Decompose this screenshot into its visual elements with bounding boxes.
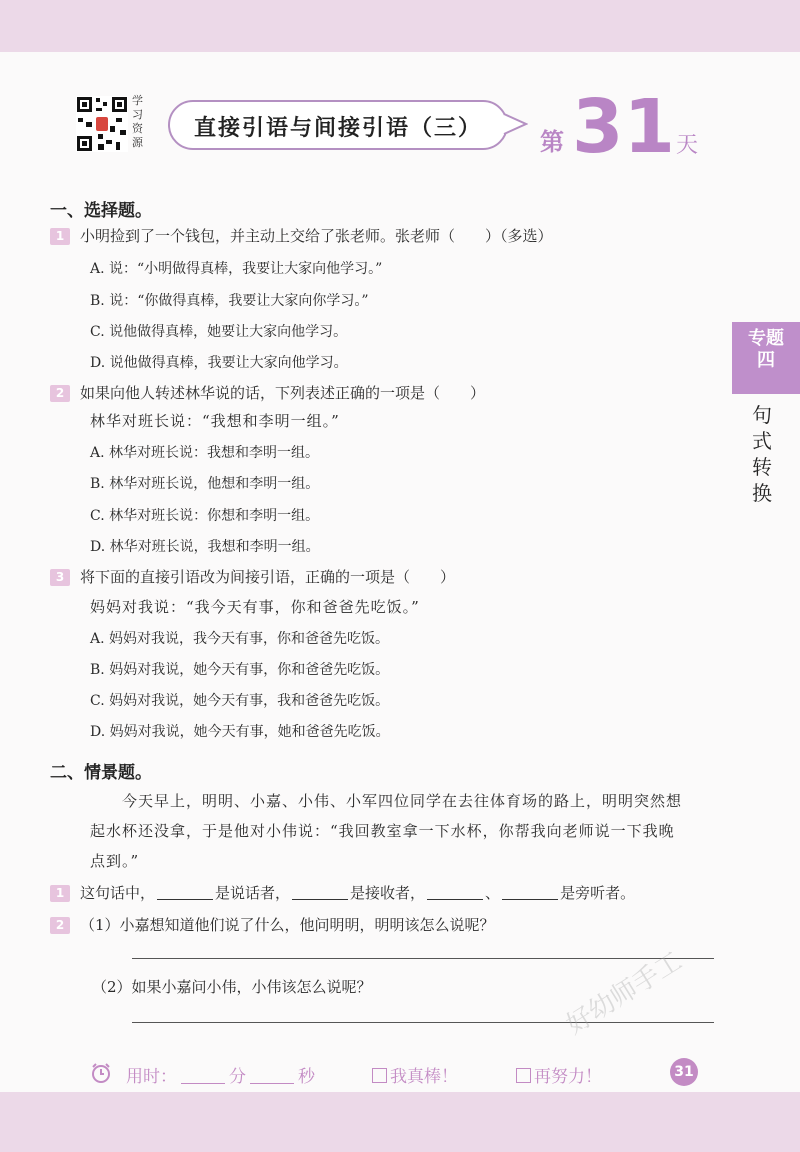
option-b: B. 说：“你做得真棒，我要让大家向你学习。” (90, 293, 369, 309)
self-check-try-again[interactable] (516, 1062, 602, 1087)
option-c: C. 林华对班长说：你想和李明一组。 (90, 508, 320, 524)
option-d: D. 林华对班长说，我想和李明一组。 (90, 539, 320, 555)
option-c: C. 说他做得真棒，她要让大家向他学习。 (90, 324, 348, 340)
check-label: 再努力！ (534, 1067, 602, 1087)
section1-heading: 一、选择题。 (50, 201, 152, 221)
answer-line-1[interactable] (132, 958, 714, 959)
option-d: D. 妈妈对我说，她今天有事，她和爸爸先吃饭。 (90, 724, 390, 740)
q1-text: 是接收者， (350, 884, 426, 902)
minutes-blank[interactable] (181, 1069, 225, 1084)
scenario-question-1 (50, 882, 635, 903)
time-record (126, 1062, 315, 1087)
question-text: 将下面的直接引语改为间接引语，正确的一项是（ ） (80, 568, 456, 586)
day-number: 31 (572, 84, 675, 170)
question-number: 2 (50, 385, 70, 402)
answer-blank[interactable] (292, 885, 348, 900)
minute-unit: 分 (229, 1067, 246, 1087)
question-quote: 妈妈对我说：“我今天有事，你和爸爸先吃饭。” (90, 598, 420, 616)
answer-blank[interactable] (157, 885, 213, 900)
question-3 (50, 566, 455, 587)
option-a: A. 妈妈对我说，我今天有事，你和爸爸先吃饭。 (90, 631, 390, 647)
question-2 (50, 382, 485, 403)
answer-line-2[interactable] (132, 1022, 714, 1023)
option-d: D. 说他做得真棒，我要让大家向他学习。 (90, 355, 348, 371)
passage-line: 点到。” (90, 852, 140, 870)
sub-question-1: （1）小嘉想知道他们说了什么，他问明明，明明该怎么说呢？ (80, 916, 495, 934)
sub-question-2: （2）如果小嘉问小伟，小伟该怎么说呢？ (92, 978, 372, 996)
lesson-title: 直接引语与间接引语（三） (193, 115, 482, 141)
qr-code-icon (76, 96, 128, 152)
passage-line: 今天早上，明明、小嘉、小伟、小军四位同学在去往体育场的路上，明明突然想 (122, 792, 683, 810)
section2-heading: 二、情景题。 (50, 763, 152, 783)
lesson-title-box (168, 100, 508, 150)
q1-text: 这句话中， (80, 884, 156, 902)
check-label: 我真棒！ (390, 1067, 458, 1087)
option-b: B. 林华对班长说，他想和李明一组。 (90, 476, 320, 492)
seconds-blank[interactable] (250, 1069, 294, 1084)
scenario-question-2 (50, 914, 495, 935)
q1-text: 是旁听者。 (560, 884, 636, 902)
q1-text: 、 (485, 884, 501, 902)
top-decor-band (0, 0, 800, 52)
question-text: 如果向他人转述林华说的话，下列表述正确的一项是（ ） (80, 384, 486, 402)
side-tab-topic (732, 322, 800, 394)
watermark: 好幼师手工 (561, 946, 688, 1041)
option-c: C. 妈妈对我说，她今天有事，我和爸爸先吃饭。 (90, 693, 390, 709)
page-number: 31 (670, 1058, 698, 1086)
side-tab-sub: 句式转换 (752, 403, 772, 505)
self-check-great[interactable] (372, 1062, 458, 1087)
answer-blank[interactable] (427, 885, 483, 900)
question-1 (50, 225, 553, 246)
alarm-clock-icon (90, 1062, 112, 1084)
option-a: A. 说：“小明做得真棒，我要让大家向他学习。” (90, 261, 383, 277)
second-unit: 秒 (298, 1067, 315, 1087)
answer-blank[interactable] (502, 885, 558, 900)
side-tab-label: 专题四 (748, 328, 784, 371)
q1-text: 是说话者， (215, 884, 291, 902)
day-suffix: 天 (676, 133, 699, 158)
question-quote: 林华对班长说：“我想和李明一组。” (90, 412, 340, 430)
qr-label: 学习资源 (132, 94, 143, 149)
question-number: 1 (50, 885, 70, 902)
question-number: 1 (50, 228, 70, 245)
speech-tail-icon (502, 112, 528, 136)
question-number: 3 (50, 569, 70, 586)
checkbox-icon[interactable] (516, 1068, 531, 1083)
checkbox-icon[interactable] (372, 1068, 387, 1083)
day-prefix: 第 (540, 127, 564, 156)
question-number: 2 (50, 917, 70, 934)
bottom-decor-band (0, 1092, 800, 1152)
time-label: 用时： (126, 1067, 177, 1087)
passage-line: 起水杯还没拿，于是他对小伟说：“我回教室拿一下水杯，你帮我向老师说一下我晚 (90, 822, 675, 840)
option-b: B. 妈妈对我说，她今天有事，你和爸爸先吃饭。 (90, 662, 390, 678)
option-a: A. 林华对班长说：我想和李明一组。 (90, 445, 320, 461)
question-text: 小明捡到了一个钱包，并主动上交给了张老师。张老师（ ）（多选） (80, 227, 553, 245)
